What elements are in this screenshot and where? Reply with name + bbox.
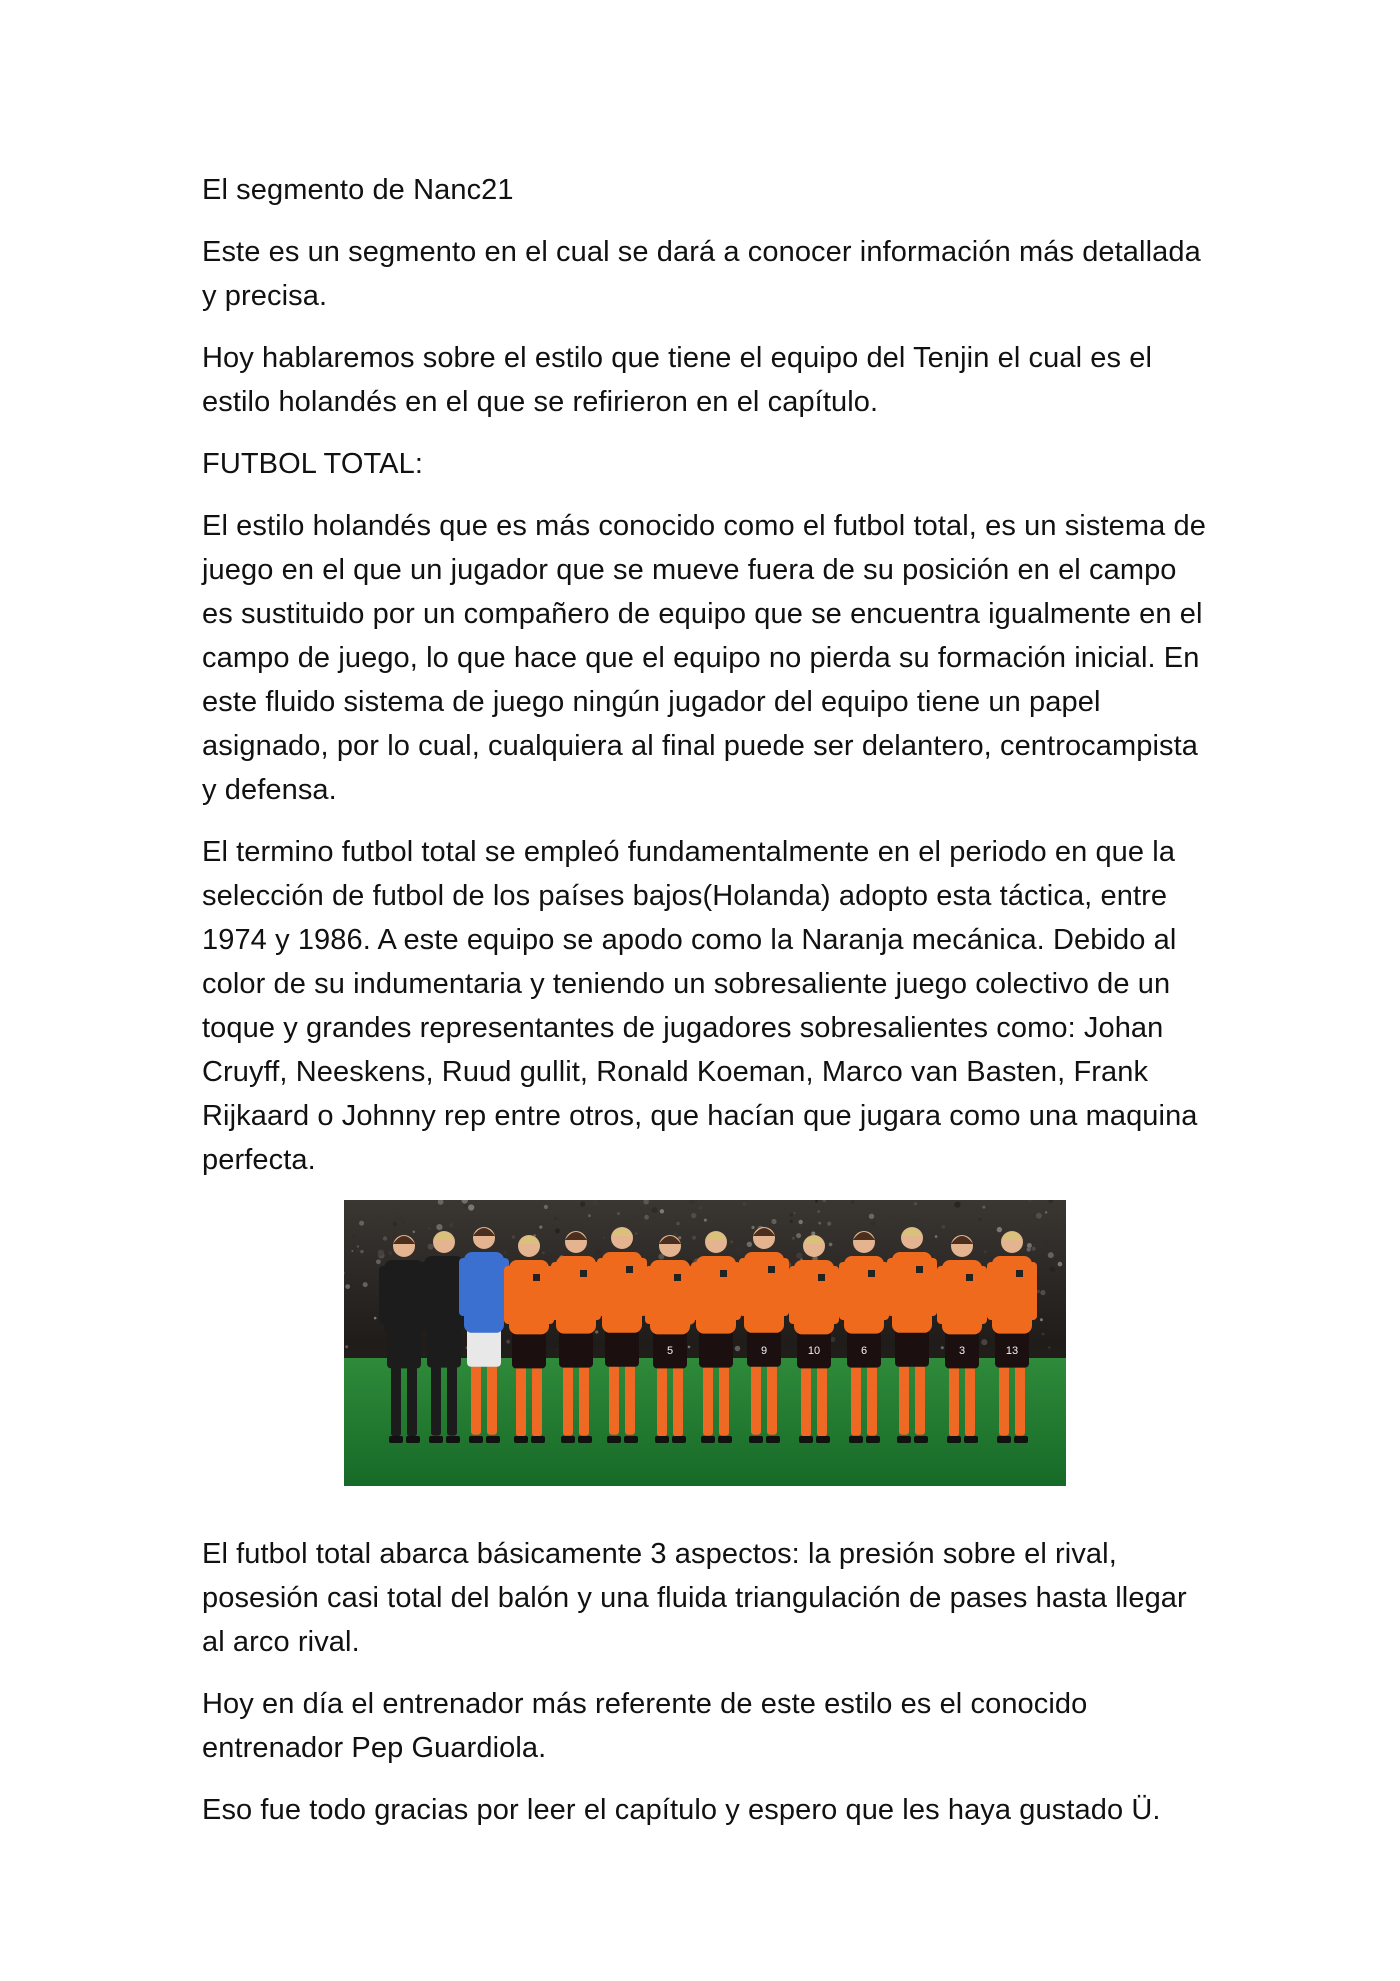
crowd-dot [504,1251,507,1254]
player-arm [691,1262,700,1320]
crowd-dot [827,1222,831,1226]
crowd-dot [378,1250,384,1256]
team-photo-illustration [344,1200,1066,1486]
crowd-dot [393,1231,397,1235]
player-leg [532,1366,542,1436]
player-shirt [602,1252,642,1333]
player-shorts [387,1328,421,1368]
player-shirt [942,1260,982,1334]
body-paragraph-aspects: El futbol total abarca básicamente 3 aspectos: la presión sobre el rival, posesión casi total del balón y una fluida triangulación de pases hasta llegar al arco rival. [202,1538,1187,1658]
document-body [202,168,1212,1850]
body-paragraph-history: El termino futbol total se empleó fundamentalmente en el periodo en que la selección de futbol de los países bajos(Holanda) adopto esta táctica, entre 1974 y 1986. A este equipo se apodo como la Naranja mecánica. Debido al color de su indumentaria y teniendo un sobresaliente juego colectivo de un toque y grandes representantes de jugadores sobresalientes como: Johan Cruyff, Neeskens, Ruud gullit, Ronald Koeman, Marco van Basten, Frank Rijkaard o Johnny rep entre otros, que hacían que jugara como una maquina perfecta. [202,836,1198,1176]
crowd-dot [935,1235,938,1238]
crowd-dot [818,1222,821,1225]
crowd-dot [1045,1242,1048,1245]
player-shoe [1014,1436,1028,1443]
crowd-dot [1045,1211,1047,1213]
crowd-dot [580,1202,585,1207]
crowd-dot [941,1346,944,1349]
crowd-dot [363,1282,368,1287]
crowd-dot [997,1227,1002,1232]
crowd-dot [468,1204,474,1210]
player-arm [645,1266,654,1324]
crowd-dot [1040,1318,1043,1321]
intro-paragraph: Este es un segmento en el cual se dará a conocer información más detallada y precisa. [202,236,1201,312]
crowd-dot [984,1250,987,1253]
crowd-dot [356,1249,360,1253]
crowd-dot [979,1218,982,1221]
player-shoe [469,1436,483,1443]
player-arm [551,1262,560,1320]
crowd-dot [751,1226,754,1229]
player-leg [391,1366,401,1436]
crowd-dot [401,1220,404,1223]
crowd-dot [981,1339,987,1345]
player-leg [431,1366,441,1436]
crowd-dot [692,1236,696,1240]
closing-paragraph: Eso fue todo gracias por leer el capítulo y espero que les haya gustado Ü. [202,1794,1161,1826]
player-shoe [897,1436,911,1443]
player-shoe [701,1436,715,1443]
crowd-dot [1027,1243,1032,1248]
player-shirt [892,1252,932,1333]
player-shirt [650,1260,690,1334]
player-shirt [992,1256,1032,1334]
player-shoe [624,1436,638,1443]
crowd-dot [954,1202,960,1208]
crowd-dot [398,1215,400,1217]
player-shoe [766,1436,780,1443]
crowd-dot [644,1215,649,1220]
player-shirt [744,1252,784,1333]
crowd-dot [790,1220,793,1223]
crowd-dot [811,1232,815,1236]
player-shirt [464,1252,504,1333]
crowd-dot [352,1235,355,1238]
crowd-dot [1042,1333,1045,1336]
crowd-dot [554,1217,557,1220]
player-arm [379,1266,388,1324]
player-shoe [849,1436,863,1443]
crowd-dot [357,1245,359,1247]
player-shoe [718,1436,732,1443]
shorts-number: 10 [807,1345,821,1357]
crowd-dot [736,1247,741,1252]
crowd-dot [351,1250,353,1252]
player-arm [937,1266,946,1324]
crowd-dot [982,1206,985,1209]
player-shoe [389,1436,403,1443]
crowd-dot [792,1237,795,1240]
shirt-badge [868,1270,875,1277]
player-shirt [556,1256,596,1334]
crowd-dot [660,1209,664,1213]
player-shoe [406,1436,420,1443]
crowd-dot [1050,1266,1056,1272]
player-shirt [794,1260,834,1334]
crowd-dot [914,1202,917,1205]
player-shoe [486,1436,500,1443]
player-arm [928,1258,937,1316]
player-leg [767,1365,777,1435]
crowd-dot [603,1236,606,1239]
player-arm [887,1258,896,1316]
player-shoe [655,1436,669,1443]
crowd-dot [790,1213,793,1216]
player-shoe [947,1436,961,1443]
topic-paragraph: Hoy hablaremos sobre el estilo que tiene el equipo del Tenjin el cual es el estilo holandés en el que se refirieron en el capítulo. [202,342,1153,418]
player-shoe [561,1436,575,1443]
crowd-dot [556,1349,558,1351]
crowd-dot [869,1214,874,1219]
player-leg [673,1366,683,1436]
crowd-dot [1058,1262,1063,1267]
crowd-dot [942,1225,946,1229]
player-leg [719,1366,729,1436]
body-paragraph-total-football: El estilo holandés que es más conocido como el futbol total, es un sistema de juego en el que un jugador que se mueve fuera de su posición en el campo es sustituido por un compañero de equipo que se encuentra igualmente en el campo de juego, lo que hace que el equipo no pierda su formación inicial. En este fluido sistema de juego ningún jugador del equipo tiene un papel asignado, por lo cual, cualquiera al final puede ser delantero, centrocampista y defensa. [202,510,1206,806]
crowd-dot [512,1235,515,1238]
player-leg [447,1366,457,1436]
shirt-badge [818,1274,825,1281]
player-shirt [509,1260,549,1334]
crowd-dot [345,1345,348,1348]
crowd-dot [829,1243,833,1247]
shirt-badge [580,1270,587,1277]
crowd-dot [1040,1290,1045,1295]
player-arm [739,1258,748,1316]
player-arm [839,1262,848,1320]
player-leg [703,1366,713,1436]
shirt-badge [916,1266,923,1273]
crowd-dot [555,1228,560,1233]
shorts-number: 9 [760,1345,768,1357]
crowd-dot [588,1214,591,1217]
crowd-dot [747,1242,752,1247]
crowd-dot [870,1221,876,1227]
player-shoe [578,1436,592,1443]
crowd-dot [914,1220,916,1222]
player-leg [999,1366,1009,1436]
player-leg [817,1366,827,1436]
crowd-dot [651,1207,657,1213]
crowd-dot [793,1212,795,1214]
player-leg [579,1366,589,1436]
crowd-dot [817,1210,820,1213]
player-shoe [799,1436,813,1443]
crowd-dot [1048,1346,1050,1348]
crowd-dot [730,1240,733,1243]
player-shoe [816,1436,830,1443]
player-arm [597,1258,606,1316]
body-paragraph-coach: Hoy en día el entrenador más referente de este estilo es el conocido entrenador Pep Guardiola. [202,1688,1088,1764]
crowd-dot [345,1284,350,1289]
player-leg [949,1366,959,1436]
crowd-dot [678,1236,681,1239]
crowd-dot [389,1252,392,1255]
player-shoe [749,1436,763,1443]
player-shirt [424,1256,464,1334]
player-arm [459,1258,468,1316]
player-leg [867,1366,877,1436]
player-arm [978,1266,987,1324]
crowd-dot [1048,1252,1054,1258]
crowd-dot [506,1340,510,1344]
shirt-badge [1016,1270,1023,1277]
player-shoe [672,1436,686,1443]
crowd-dot [428,1244,434,1250]
crowd-dot [799,1220,803,1224]
player-arm [504,1266,513,1324]
crowd-dot [771,1219,776,1224]
crowd-dot [851,1201,854,1204]
crowd-dot [743,1202,747,1206]
player-arm [830,1266,839,1324]
shirt-badge [768,1266,775,1273]
player-leg [657,1366,667,1436]
shirt-badge [674,1274,681,1281]
crowd-dot [539,1226,542,1229]
crowd-dot [1047,1226,1049,1228]
crowd-dot [617,1212,620,1215]
crowd-dot [449,1223,453,1227]
crowd-dot [1037,1290,1040,1293]
shirt-badge [626,1266,633,1273]
crowd-dot [465,1205,467,1207]
crowd-dot [429,1227,431,1229]
crowd-dot [796,1253,802,1259]
player-arm [1028,1262,1037,1320]
player-arm [987,1262,996,1320]
player-shoe [607,1436,621,1443]
player-shirt [844,1256,884,1334]
player-leg [625,1365,635,1435]
document-title: El segmento de Nanc21 [202,174,514,206]
player-shirt [384,1260,424,1334]
player-leg [471,1365,481,1435]
crowd-dot [413,1231,416,1234]
player-shoe [997,1436,1011,1443]
player-leg [915,1365,925,1435]
crowd-dot [424,1247,428,1251]
player-shoe [446,1436,460,1443]
shirt-badge [533,1274,540,1281]
player-shoe [531,1436,545,1443]
player-leg [609,1365,619,1435]
crowd-dot [1027,1247,1031,1251]
player-shorts [605,1327,639,1367]
crowd-dot [635,1232,637,1234]
crowd-dot [735,1346,741,1352]
player-shorts [895,1327,929,1367]
player-leg [487,1365,497,1435]
player-leg [516,1366,526,1436]
player-leg [899,1365,909,1435]
player-arm [789,1266,798,1324]
player-shorts [467,1327,501,1367]
crowd-dot [359,1221,364,1226]
player-leg [1015,1366,1025,1436]
player-leg [801,1366,811,1436]
crowd-dot [595,1330,598,1333]
shorts-number: 6 [860,1345,868,1357]
player-arm [419,1262,428,1320]
crowd-dot [699,1206,703,1210]
crowd-dot [592,1200,598,1206]
crowd-dot [374,1317,377,1320]
player-leg [965,1366,975,1436]
player-shoe [429,1436,443,1443]
crowd-dot [544,1205,548,1209]
crowd-dot [796,1233,801,1238]
section-heading: FUTBOL TOTAL: [202,448,423,480]
crowd-dot [688,1346,691,1349]
team-photo [344,1200,1066,1486]
crowd-dot [376,1259,381,1264]
crowd-dot [1036,1213,1042,1219]
crowd-dot [676,1222,679,1225]
crowd-dot [383,1236,387,1240]
player-leg [751,1365,761,1435]
player-shoe [866,1436,880,1443]
shirt-badge [720,1270,727,1277]
crowd-dot [691,1213,696,1218]
crowd-dot [542,1252,545,1255]
crowd-dot [393,1222,398,1227]
player-arm [780,1258,789,1316]
shorts-number: 3 [958,1345,966,1357]
player-shorts [512,1328,546,1368]
crowd-dot [595,1250,601,1256]
player-shoe [514,1436,528,1443]
crowd-dot [436,1224,442,1230]
player-leg [851,1366,861,1436]
player-shoe [914,1436,928,1443]
crowd-dot [360,1250,363,1253]
shorts-number: 5 [666,1345,674,1357]
player-leg [563,1366,573,1436]
player-leg [407,1366,417,1436]
shirt-badge [966,1274,973,1281]
crowd-dot [1032,1247,1036,1251]
player-shirt [696,1256,736,1334]
shorts-number: 13 [1005,1345,1019,1357]
crowd-dot [704,1219,707,1222]
player-shoe [964,1436,978,1443]
